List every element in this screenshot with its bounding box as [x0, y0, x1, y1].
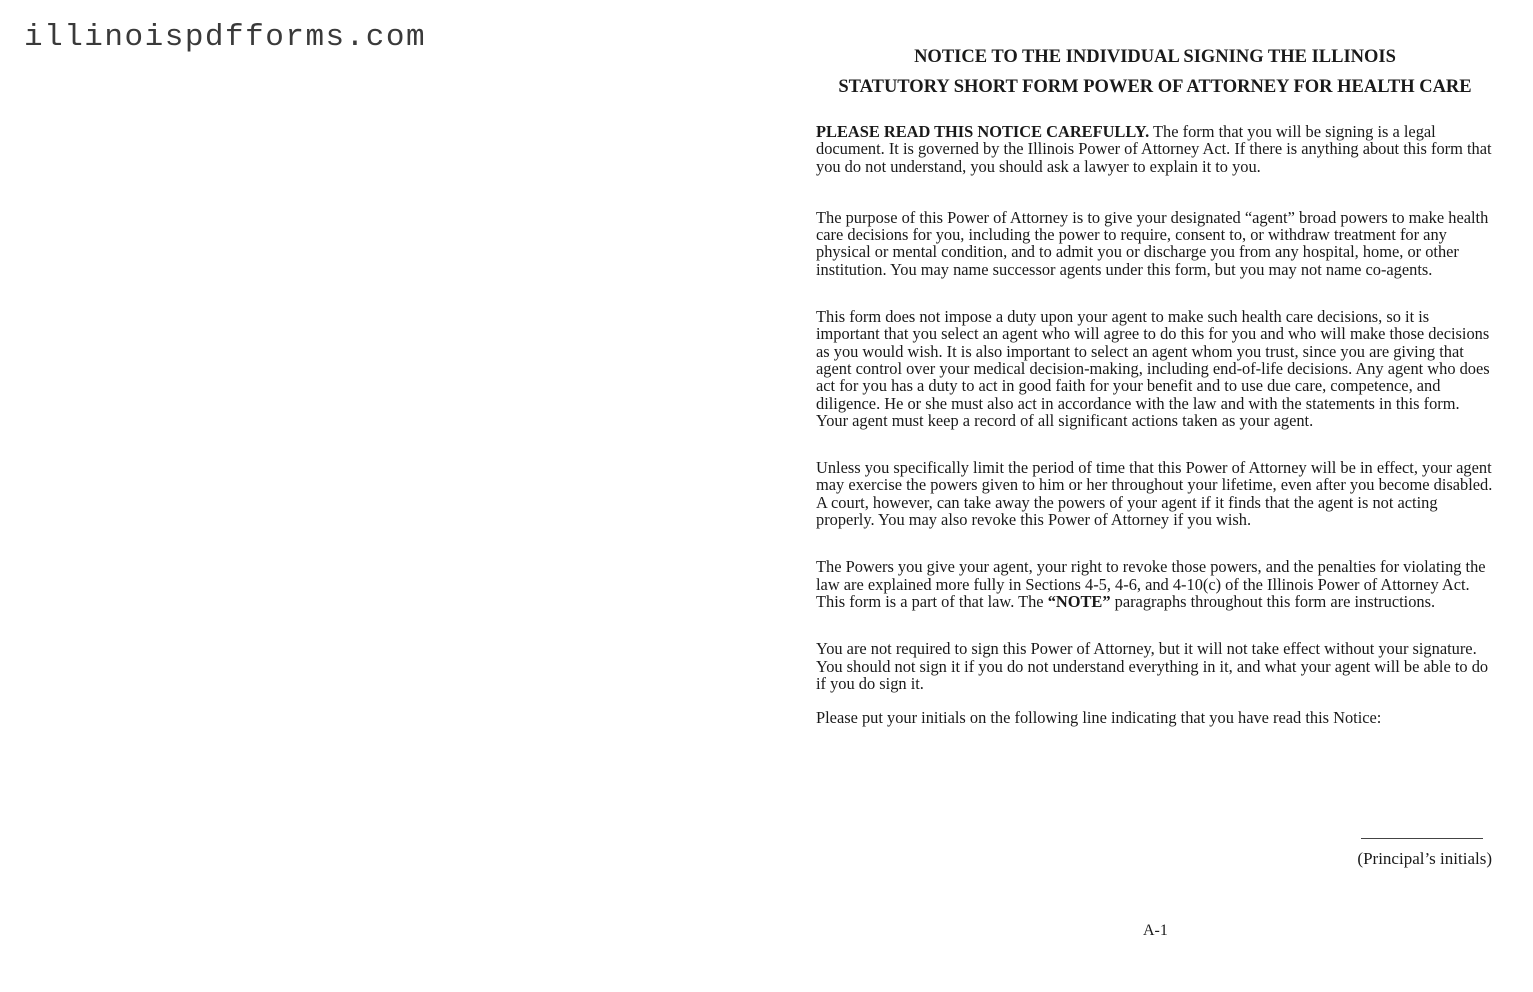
powers-law-text-before: The Powers you give your agent, your right to revoke those powers, and the penalties for violating the law are explained more fully in Sections 4-5, 4-6, and 4-10(c) of the Illinois Power of Attorney Act. This form is a part of that law. The: [816, 557, 1486, 611]
paragraph-purpose: The purpose of this Power of Attorney is to give your designated “agent” broad powers to make health care decisions for you, including the power to require, consent to, or withdraw treatment for any physical or mental condition, and to admit you or discharge you from any hospital, home, or other institution. You may name successor agents under this form, but you may not name co-agents.: [816, 207, 1489, 279]
powers-law-text-after: paragraphs throughout this form are instructions.: [1110, 591, 1436, 611]
paragraph-initials-instruction: Please put your initials on the following line indicating that you have read this Notice:: [816, 708, 1382, 728]
paragraph-not-required: You are not required to sign this Power of Attorney, but it will not take effect without your signature. You should not sign it if you do not understand everything in it, and what your agent will be able to do if you do sign it.: [816, 639, 1489, 693]
document-title-line-2: STATUTORY SHORT FORM POWER OF ATTORNEY FOR HEALTH CARE: [838, 77, 1472, 97]
paragraph-agent-duty: This form does not impose a duty upon your agent to make such health care decisions, so it is important that you select an agent who will agree to do this for you and who will make those decisions as you would wish. It is also important to select an agent whom you trust, since you are giving that agent control over your medical decision-making, including end-of-life decisions. Any agent who does act for you has a duty to act in good faith for your benefit and to use due care, competence, and diligence. He or she must also act in accordance with the law and with the statements in this form. Your agent must keep a record of all significant actions taken as your agent.: [816, 307, 1490, 430]
paragraph-time-period: Unless you specifically limit the period of time that this Power of Attorney will be in effect, your agent may exercise the powers given to him or her throughout your lifetime, even after you become disabled. A court, however, can take away the powers of your agent if it finds that the agent is not acting properly. You may also revoke this Power of Attorney if you wish.: [816, 458, 1493, 530]
initials-label: (Principal’s initials): [1357, 849, 1492, 868]
notice-page: [816, 42, 1494, 726]
initials-line[interactable]: [1361, 838, 1483, 839]
note-keyword: “NOTE”: [1047, 591, 1111, 611]
page-number: A-1: [1143, 922, 1168, 939]
document-title-line-1: NOTICE TO THE INDIVIDUAL SIGNING THE ILLINOIS: [914, 47, 1396, 67]
watermark-text: illinoispdfforms.com: [24, 20, 427, 55]
read-carefully-heading: PLEASE READ THIS NOTICE CAREFULLY.: [816, 122, 1150, 141]
read-carefully-text: The form that you will be signing is a legal document. It is governed by the Illinois Power of Attorney Act. If there is anything about this form that you do not understand, you should ask a lawyer to explain it to you.: [816, 122, 1492, 176]
paragraph-powers-law: [816, 558, 1494, 610]
paragraph-read-carefully: [816, 123, 1494, 175]
